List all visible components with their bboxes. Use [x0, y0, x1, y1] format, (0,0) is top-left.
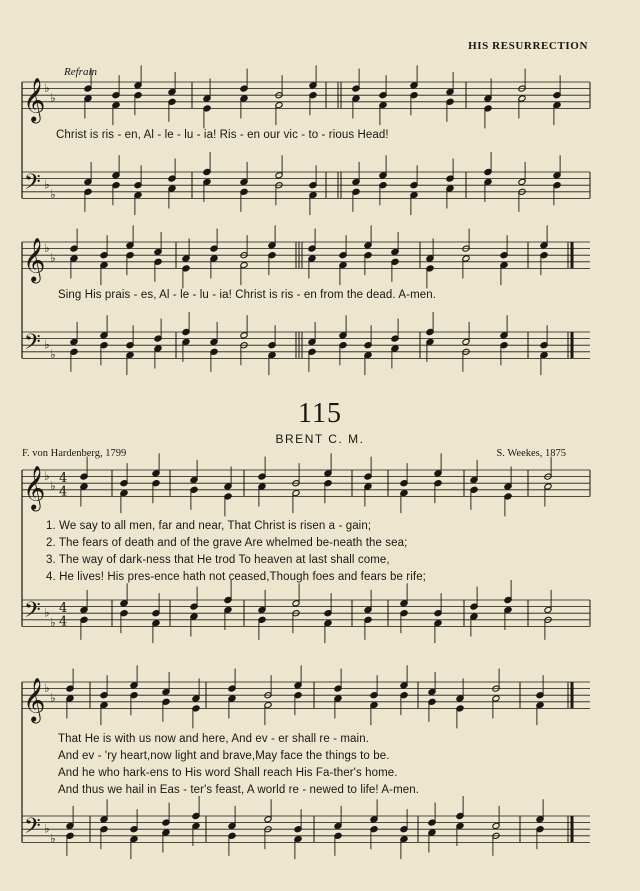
- key-flat: ♭: [50, 347, 56, 362]
- key-flat: ♭: [50, 831, 56, 846]
- key-flat: ♭: [44, 337, 50, 352]
- refrain-label: Refrain: [64, 66, 97, 78]
- time-signature: 4: [59, 614, 68, 630]
- author-credit: F. von Hardenberg, 1799: [22, 448, 127, 459]
- stanza-1-line-1: 1. We say to all men, far and near, That Christ is risen a - gain;: [46, 520, 372, 532]
- key-flat: ♭: [50, 90, 56, 105]
- time-signature: 4: [59, 484, 68, 500]
- stanza-3-line-2: And he who hark-ens to His word Shall reach His Fa-ther's home.: [58, 767, 398, 779]
- section-header: HIS RESURRECTION: [468, 40, 588, 52]
- stanza-4-line-2: And thus we hail in Eas - ter's feast, A world re - newed to life! A-men.: [58, 784, 420, 796]
- key-flat: ♭: [50, 187, 56, 202]
- bass-clef: 𝄢: [24, 329, 41, 360]
- treble-clef: 𝄞: [23, 677, 46, 722]
- treble-clef: 𝄞: [23, 237, 46, 282]
- composer-credit: S. Weekes, 1875: [496, 448, 566, 459]
- key-flat: ♭: [44, 177, 50, 192]
- stanza-2-line-2: And ev - 'ry heart,now light and brave,May face the things to be.: [58, 750, 390, 762]
- bass-clef: 𝄢: [24, 169, 41, 200]
- stanza-2-line-1: 2. The fears of death and of the grave Are whelmed be-neath the sea;: [46, 537, 408, 549]
- key-flat: ♭: [50, 690, 56, 705]
- key-flat: ♭: [44, 240, 50, 255]
- treble-clef: 𝄞: [23, 465, 46, 510]
- time-signature: 4: [59, 601, 68, 617]
- stanza-1-line-2: That He is with us now and here, And ev - er shall re - main.: [58, 733, 369, 745]
- key-flat: ♭: [44, 80, 50, 95]
- stanza-3-line-1: 3. The way of dark-ness that He trod To heaven at last shall come,: [46, 554, 390, 566]
- key-flat: ♭: [44, 680, 50, 695]
- treble-clef: 𝄞: [23, 77, 46, 122]
- key-flat: ♭: [44, 468, 50, 483]
- refrain-lyric-line-2: Sing His prais - es, Al - le - lu - ia! Christ is ris - en from the dead. A-men.: [58, 289, 437, 301]
- stanza-4-line-1: 4. He lives! His pres-ence hath not ceased,Though foes and fears be rife;: [46, 571, 426, 583]
- time-signature: 4: [59, 471, 68, 487]
- bass-clef: 𝄢: [24, 813, 41, 844]
- hymn-number: 115: [298, 398, 342, 429]
- refrain-lyric-line-1: Christ is ris - en, Al - le - lu - ia! Ris - en our vic - to - rious Head!: [56, 129, 389, 141]
- bass-clef: 𝄢: [24, 597, 41, 628]
- tune-name: BRENT C. M.: [275, 432, 365, 446]
- key-flat: ♭: [50, 478, 56, 493]
- key-flat: ♭: [44, 821, 50, 836]
- key-flat: ♭: [50, 250, 56, 265]
- key-flat: ♭: [44, 605, 50, 620]
- key-flat: ♭: [50, 615, 56, 630]
